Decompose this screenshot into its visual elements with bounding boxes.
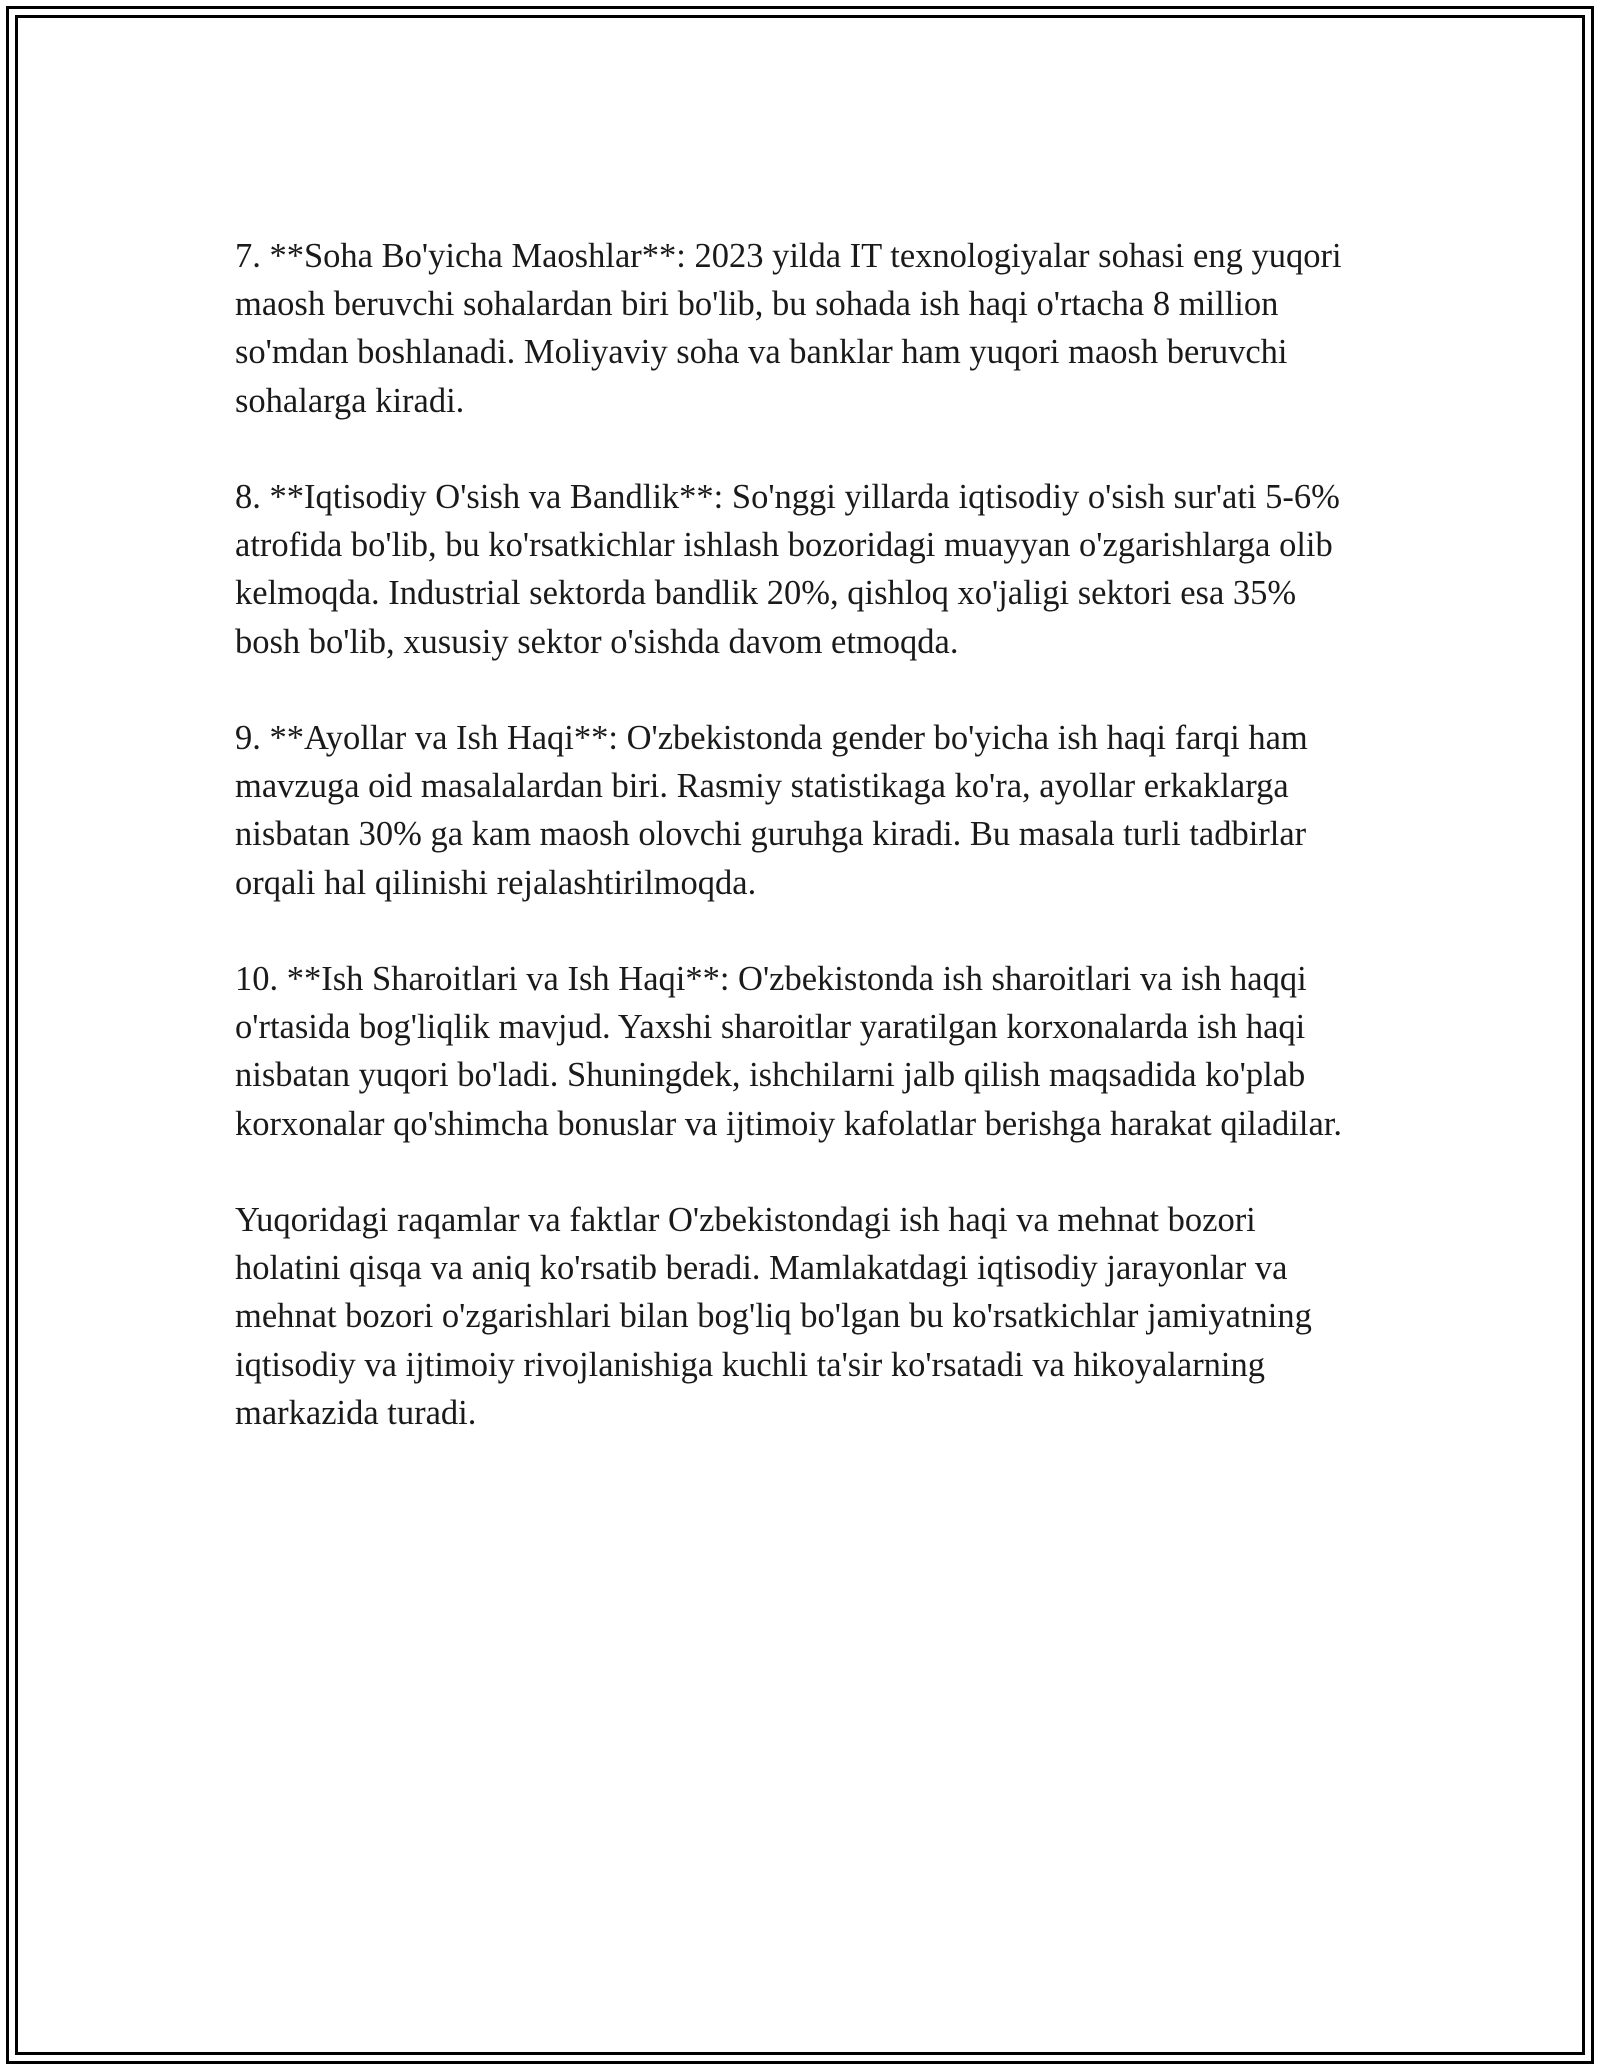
paragraph-ish-sharoitlari-va-ish-haqi: 10. **Ish Sharoitlari va Ish Haqi**: O'zbekistonda ish sharoitlari va ish haqqi o'rtasida bog'liqlik mavjud. Yaxshi sharoitlar yaratilgan korxonalarda ish haqi nisbatan yuqori bo'ladi. Shuningdek, ishchilarni jalb qilish maqsadida ko'plab korxonalar qo'shimcha bonuslar va ijtimoiy kafolatlar berishga harakat qiladilar. — [235, 960, 1342, 1143]
paragraph-conclusion: Yuqoridagi raqamlar va faktlar O'zbekistondagi ish haqi va mehnat bozori holatini qisqa va aniq ko'rsatib beradi. Mamlakatdagi iqtisodiy jarayonlar va mehnat bozori o'zgarishlari bilan bog'liq bo'lgan bu ko'rsatkichlar jamiyatning iqtisodiy va ijtimoiy rivojlanishiga kuchli ta'sir ko'rsatadi va hikoyalarning markazida turadi. — [235, 1201, 1312, 1432]
paragraph-ayollar-va-ish-haqi: 9. **Ayollar va Ish Haqi**: O'zbekistonda gender bo'yicha ish haqi farqi ham mavzuga oid masalalardan biri. Rasmiy statistikaga ko'ra, ayollar erkaklarga nisbatan 30% ga kam maosh olovchi guruhga kiradi. Bu masala turli tadbirlar orqali hal qilinishi rejalashtirilmoqda. — [235, 719, 1308, 902]
paragraph-soha-boyicha-maoshlar: 7. **Soha Bo'yicha Maoshlar**: 2023 yilda IT texnologiyalar sohasi eng yuqori maosh beruvchi sohalardan biri bo'lib, bu sohada ish haqi o'rtacha 8 million so'mdan boshlanadi. Moliyaviy soha va banklar ham yuqori maosh beruvchi sohalarga kiradi. — [235, 237, 1342, 420]
document-body — [235, 232, 1365, 1485]
paragraph-iqtisodiy-osish-va-bandlik: 8. **Iqtisodiy O'sish va Bandlik**: So'nggi yillarda iqtisodiy o'sish sur'ati 5-6% atrofida bo'lib, bu ko'rsatkichlar ishlash bozoridagi muayyan o'zgarishlarga olib kelmoqda. Industrial sektorda bandlik 20%, qishloq xo'jaligi sektori esa 35% bosh bo'lib, xususiy sektor o'sishda davom etmoqda. — [235, 478, 1340, 661]
